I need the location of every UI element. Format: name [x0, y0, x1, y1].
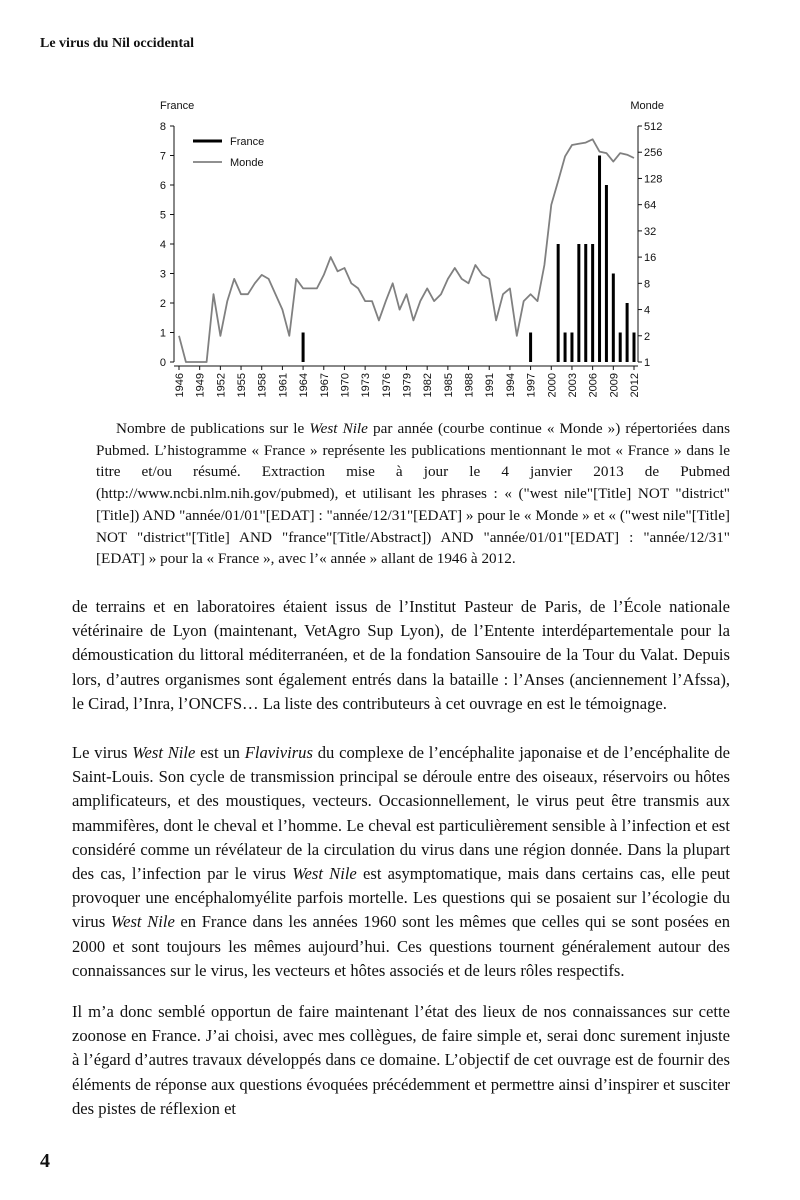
- right-axis: [638, 121, 662, 369]
- france-bars: [302, 156, 636, 363]
- text-run: Le virus: [72, 743, 133, 762]
- right-axis-tick-label: 4: [644, 304, 651, 317]
- publications-chart: [0, 90, 800, 400]
- right-axis-tick-label: 64: [644, 199, 657, 212]
- figure-caption-text: [96, 420, 730, 567]
- text-run: de terrains et en laboratoires étaient issus de l’Institut Pasteur de Paris, de l’École nationale vétérinaire de Lyon (maintenant, VetAgro Sup Lyon), de l’Entente interdépartementale pour la démoustication du littoral méditerranéen, et de la fondation Sansouire de la Tour du Valat. Depuis lors, d’autres organismes sont également entrés dans la bataille : l’Anses (anciennement l’Afssa), le Cirad, l’Inra, l’ONCFS… La liste des contributeurs à cet ouvrage en est le témoignage.: [72, 597, 730, 713]
- italic-term: West Nile: [292, 864, 357, 884]
- x-axis-tick-label: 2009: [608, 373, 621, 398]
- x-axis-tick-label: 1982: [422, 373, 435, 398]
- france-bar: [570, 333, 573, 363]
- legend: [193, 136, 264, 169]
- x-axis-tick-label: 1973: [360, 373, 373, 398]
- left-axis-tick-label: 8: [159, 121, 166, 133]
- italic-term: West Nile: [110, 912, 175, 932]
- x-axis-tick-label: 2006: [587, 373, 600, 398]
- text-run: est asymptomatique, mais dans certains cas, elle peut provoquer une encéphalomyélite parfois mortelle. Les questions qui se posaient sur l’écologie du virus: [72, 864, 730, 932]
- france-bar: [626, 303, 629, 362]
- france-bar: [591, 244, 594, 362]
- right-axis-tick-label: 8: [644, 278, 651, 291]
- legend-label-france: France: [230, 136, 265, 148]
- left-axis-tick-label: 6: [159, 180, 166, 192]
- france-bar: [557, 244, 560, 362]
- france-bar: [598, 156, 601, 363]
- running-head: Le virus du Nil occidental: [40, 36, 195, 51]
- x-axis-tick-label: 1958: [256, 373, 269, 398]
- text-run: Il m’a donc semblé opportun de faire maintenant l’état des lieux de nos connaissances sur cette zoonose en France. J’ai choisi, avec mes collègues, de faire simple et, serai donc surement injuste à l’égard d’autres travaux développés dans ce domaine. L’objectif de cet ouvrage est de fournir des éléments de réponse aux questions évoquées précédemment et permettre ainsi d’inspirer et susciter des pistes de réflexion et: [72, 1002, 730, 1118]
- paragraph: [72, 1000, 730, 1121]
- x-axis-tick-label: 1991: [484, 373, 497, 398]
- x-axis-tick-label: 1979: [401, 373, 414, 398]
- x-axis: [174, 366, 641, 397]
- italic-term: West Nile: [132, 743, 196, 762]
- monde-series-line: [179, 139, 634, 362]
- text-run: Nombre de publications sur le: [116, 420, 310, 437]
- text-run: du complexe de l’encéphalite japonaise et de l’encéphalite de Saint-Louis. Son cycle de transmission principal se déroule entre des oiseaux, réservoirs ou hôtes amplificateurs, et des moustiques, vecteurs. Occasionnellement, le virus peut être transmis aux mammifères, dont le cheval et l’homme. Le cheval est particulièrement sensible à l’infection et est considéré comme un révélateur de la circulation du virus dans une région donnée. Dans la plupart des cas, l’infection par le virus: [72, 743, 730, 884]
- x-axis-tick-label: 1949: [194, 373, 207, 398]
- france-bar: [619, 333, 622, 363]
- left-axis-tick-label: 4: [159, 239, 166, 251]
- page-number: 4: [40, 1150, 50, 1172]
- left-axis-tick-label: 3: [159, 268, 166, 281]
- left-axis-tick-label: 7: [159, 150, 166, 163]
- x-axis-tick-label: 1970: [339, 373, 352, 398]
- legend-label-monde: Monde: [230, 157, 264, 169]
- right-axis-tick-label: 256: [644, 147, 663, 160]
- italic-term: West Nile: [309, 420, 368, 437]
- france-bar: [605, 185, 608, 362]
- left-axis-tick-label: 0: [159, 357, 166, 369]
- x-axis-tick-label: 1961: [277, 373, 290, 398]
- left-axis-tick-label: 2: [159, 298, 166, 310]
- x-axis-tick-label: 1997: [525, 373, 538, 398]
- right-axis-tick-label: 32: [644, 225, 657, 238]
- x-axis-tick-label: 1985: [442, 373, 455, 398]
- right-axis-tick-label: 2: [644, 330, 651, 343]
- france-bar: [577, 244, 580, 362]
- left-axis-tick-label: 1: [159, 327, 166, 340]
- x-axis-tick-label: 2003: [566, 373, 579, 398]
- right-axis-tick-label: 16: [644, 252, 657, 265]
- x-axis-tick-label: 2012: [629, 373, 641, 398]
- left-axis-tick-label: 5: [159, 209, 166, 222]
- x-axis-tick-label: 1976: [380, 373, 393, 398]
- right-axis-tick-label: 128: [644, 173, 663, 186]
- monde-line: [179, 139, 634, 362]
- paragraph: [72, 595, 730, 716]
- x-axis-tick-label: 1964: [298, 373, 311, 398]
- france-bar: [529, 333, 532, 363]
- france-bar: [584, 244, 587, 362]
- france-bar: [564, 333, 567, 363]
- x-axis-tick-label: 1952: [215, 373, 228, 398]
- x-axis-tick-label: 1988: [463, 373, 476, 398]
- x-axis-tick-label: 2000: [546, 373, 559, 398]
- text-run: est un: [195, 743, 245, 762]
- france-bar: [633, 333, 636, 363]
- text-run: en France dans les années 1960 sont les mêmes que celles qui se sont posées en 2000 et sont toujours les mêmes aujourd’hui. Ces questions tournent généralement autour des connaissances sur le virus, les vecteurs et hôtes associés et de leurs rôles respectifs.: [72, 912, 730, 980]
- italic-term: Flavivirus: [244, 743, 313, 762]
- france-bar: [612, 274, 615, 363]
- x-axis-tick-label: 1994: [504, 373, 517, 398]
- left-axis-label: France: [160, 100, 195, 112]
- left-axis: [160, 121, 174, 369]
- right-axis-tick-label: 1: [644, 357, 651, 369]
- right-axis-tick-label: 512: [644, 121, 663, 133]
- figure-caption: [96, 418, 730, 570]
- x-axis-tick-label: 1955: [236, 373, 249, 398]
- text-run: par année (courbe continue « Monde ») répertoriées dans Pubmed. L’histogramme « France » représente les publications mentionnant le mot « France » dans le titre et/ou résumé. Extraction mise à jour le 4 janvier 2013 de Pubmed (http://www.ncbi.nlm.nih.gov/pubmed), et utilisant les phrases : « ("west nile"[Title] NOT "district"[Title]) AND "année/01/01"[EDAT] : "année/12/31"[EDAT] » pour le « Monde » et « ("west nile"[Title] NOT "district"[Title] AND "france"[Title/Abstract]) AND "année/01/01"[EDAT] : "année/12/31"[EDAT] » pour la « France », avec l’« année » allant de 1946 à 2012.: [96, 420, 731, 568]
- x-axis-tick-label: 1946: [174, 373, 186, 398]
- paragraph: [72, 741, 730, 983]
- france-bar: [302, 333, 305, 363]
- x-axis-tick-label: 1967: [318, 373, 331, 398]
- right-axis-label: Monde: [630, 100, 664, 112]
